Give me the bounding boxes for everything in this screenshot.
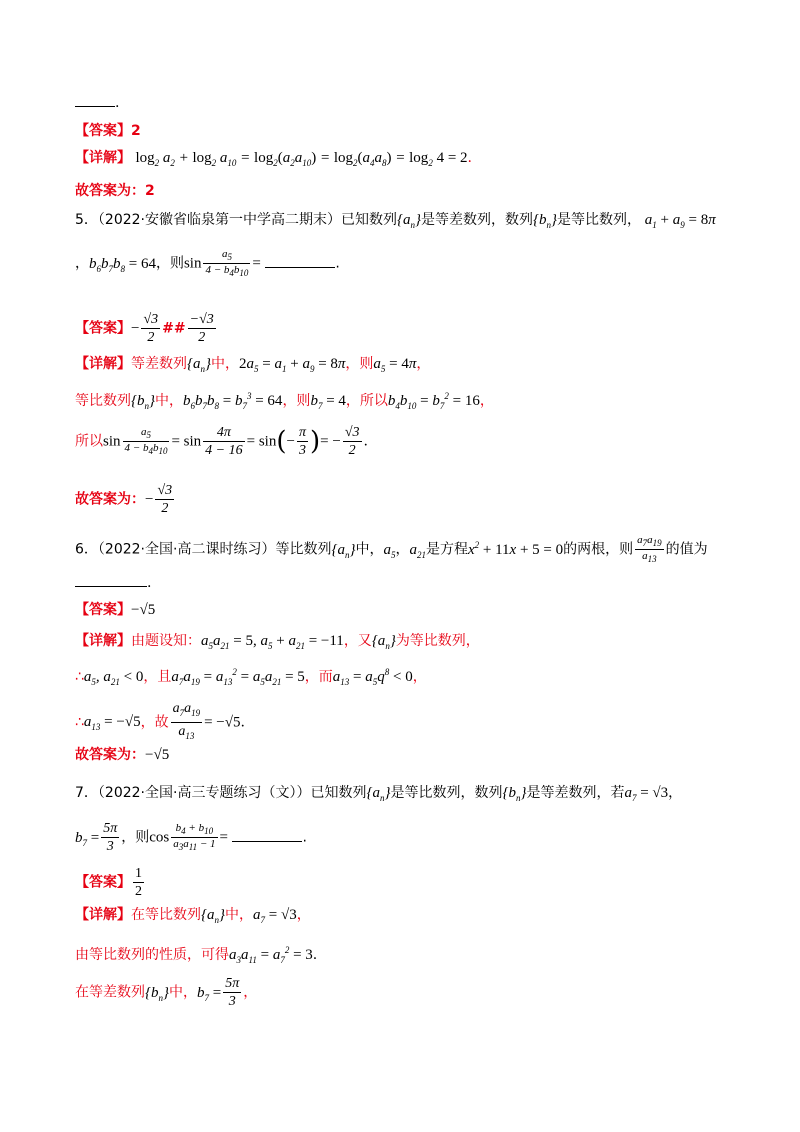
- q4-answer-row: [75, 121, 141, 141]
- q6-detail-line3: $\therefore a_{13} = -√5$，故 $\frac{a_7a_{19}}{a_{13}}$ = −√5.: [75, 701, 245, 741]
- q4-conclusion-value: 2: [145, 183, 155, 199]
- q6-answer-row: 【答案】−√5: [75, 602, 156, 618]
- q7-number: 7．: [75, 785, 98, 801]
- q6-source: （2022·全国·高二课时练习）: [97, 541, 276, 558]
- q5-conclusion-row: 故答案为：− $\frac{√3}{2}$: [75, 483, 173, 516]
- q4-answer-value: 2: [131, 123, 141, 139]
- q7-stem-line2: $b_7$ = $\frac{5\pi}{3}$ ，则cos $\frac{b_4 + b_{10}}{a_3a_{11} - 1}$ = .: [75, 821, 307, 854]
- q5-detail-line1: 【详解】等差数列$\{a_n\}$中，$2a_5 = a_1 + a_9 = 8\pi$，则$a_5 = 4\pi$，: [75, 356, 431, 374]
- q5-number: 5．: [75, 212, 98, 228]
- answer-label: 【答案】: [75, 123, 131, 139]
- q4-detail-row: 【详解】 $\log_2 a_2 + \log_2 a_{10} = \log_2(a_2a_{10}) = \log_2(a_4a_8) = \log_2 4 = 2$.: [75, 150, 472, 168]
- q6-conclusion-row: 故答案为：−√5: [75, 747, 170, 763]
- q5-answer-row: 【答案】− $\frac{√3}{2}$ ## $\frac{-√3}{2}$: [75, 312, 214, 345]
- q6-detail-line1: 【详解】由题设知：$a_5a_{21} = 5$, $a_5 + a_{21} = -11$，又$\{a_n\}$为等比数列，: [75, 633, 480, 651]
- q5-stem-line2: ，$b_6b_7b_8 = 64$，则sin $\frac{a_5}{4 - b_4b_{10}}$ = .: [75, 248, 340, 279]
- q6-detail-line2: $\therefore a_5$, $a_{21} < 0$，且$a_7a_{19} = a_{13}^2 = a_5a_{21} = 5$，而$a_{13} = a_5q^8 < 0$，: [75, 667, 427, 687]
- q7-stem-line1: 7．（2022·全国·高三专题练习（文））已知数列$\{a_n\}$是等比数列，数列$\{b_n\}$是等差数列，若$a_7 = √3$，: [75, 785, 683, 803]
- q7-detail-line3: 在等差数列$\{b_n\}$中，$b_7$ = $\frac{5\pi}{3}$ ，: [75, 976, 258, 1009]
- q6-stem-line1: 6．（2022·全国·高二课时练习）等比数列$\{a_n\}$中，$a_5$，$a_{21}$是方程$x^2 + 11x + 5 = 0$的两根，则 $\frac{a_7a_{19}}{a_{13}}$ 的值为: [75, 534, 708, 565]
- q5-stem-line1: 5．（2022·安徽省临泉第一中学高二期末）已知数列$\{a_n\}$是等差数列，数列$\{b_n\}$是等比数列， $a_1 + a_9 = 8\pi$: [75, 212, 716, 230]
- top-blank-line: .: [75, 92, 119, 113]
- q5-source: （2022·安徽省临泉第一中学高二期末）: [97, 212, 342, 228]
- q5-detail-line3: 所以sin $\frac{a_5}{4 - b_4b_{10}}$ = sin $\frac{4\pi}{4 - 16}$ = sin(− $\frac{\pi}{3}$ )= − $\frac{√3}{2}$ .: [75, 425, 368, 458]
- q6-stem-line2: .: [75, 572, 151, 593]
- q7-detail-line2: 由等比数列的性质，可得$a_3a_{11} = a_7^2 = 3$.: [75, 945, 318, 965]
- q7-detail-line1: 【详解】在等比数列$\{a_n\}$中，$a_7 = √3$，: [75, 907, 311, 925]
- q4-detail-formula: $\log_2 a_2 + \log_2 a_{10} = \log_2(a_2a_{10}) = \log_2(a_4a_8) = \log_2 4 = 2$: [135, 150, 468, 168]
- detail-label: 【详解】: [75, 150, 131, 166]
- q7-answer-row: 【答案】 $\frac{1}{2}$: [75, 866, 142, 899]
- q5-answer-separator: ##: [162, 320, 186, 337]
- q4-conclusion-row: [75, 181, 155, 201]
- q7-source: （2022·全国·高三专题练习（文））: [97, 785, 311, 801]
- conclusion-label: 故答案为：: [75, 183, 145, 199]
- q6-number: 6．: [75, 541, 98, 558]
- q5-detail-line2: 等比数列$\{b_n\}$中，$b_6b_7b_8 = b_7^3 = 64$，则$b_7 = 4$，所以$b_4b_{10} = b_7^2 = 16$，: [75, 391, 494, 411]
